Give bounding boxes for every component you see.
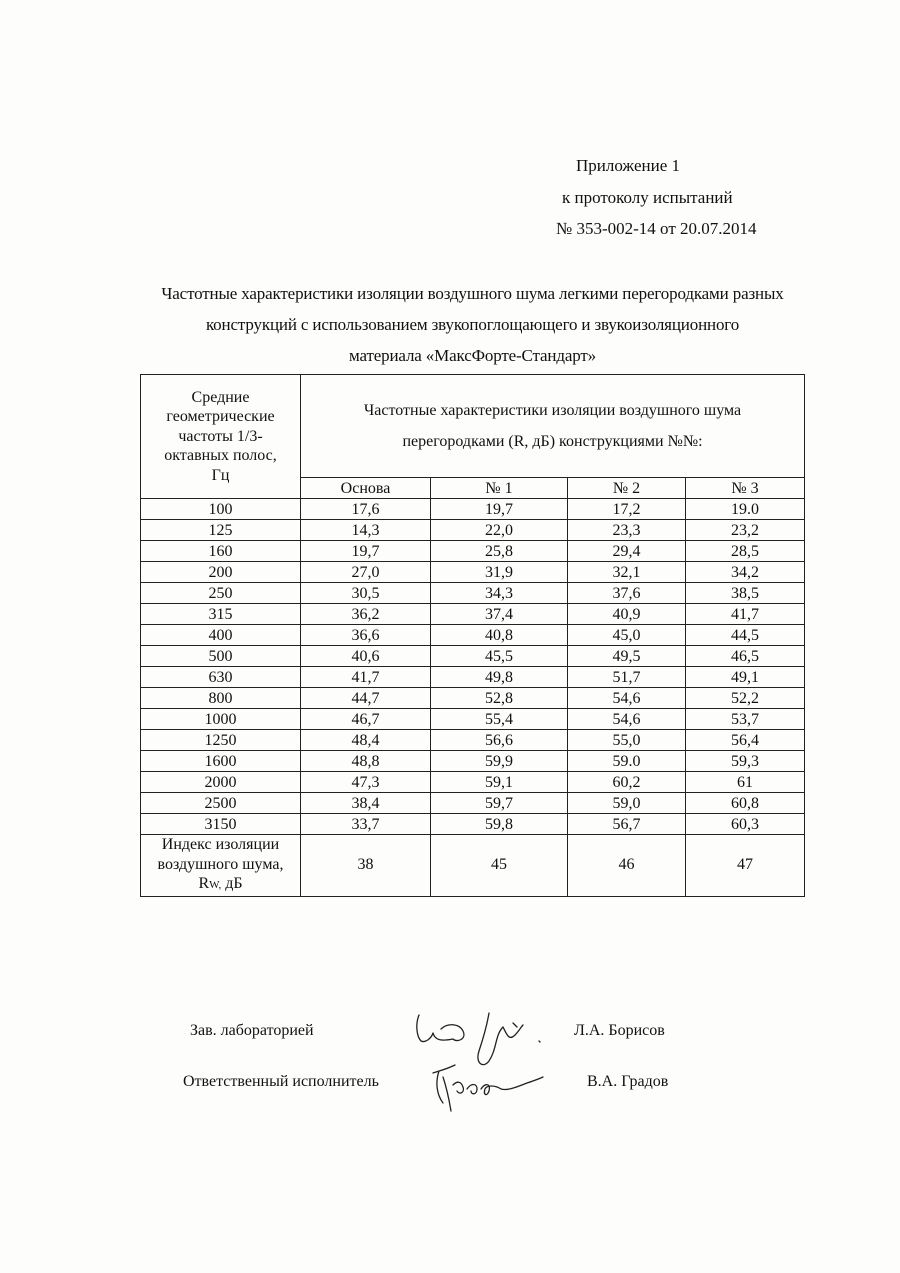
value-cell: 59,8 <box>431 814 568 835</box>
group-header-line: Частотные характеристики изоляции воздушного шума <box>363 402 742 419</box>
table-row <box>141 604 805 625</box>
frequency-cell: 400 <box>141 625 301 646</box>
column-header-3: № 3 <box>686 478 805 499</box>
title-line-1: Частотные характеристики изоляции воздушного шума легкими перегородками разных <box>161 284 784 303</box>
index-value-2: 46 <box>568 835 686 897</box>
value-cell: 44,5 <box>686 625 805 646</box>
value-cell: 28,5 <box>686 541 805 562</box>
value-cell: 29,4 <box>568 541 686 562</box>
value-cell: 61 <box>686 772 805 793</box>
value-cell: 59,1 <box>431 772 568 793</box>
value-cell: 38,5 <box>686 583 805 604</box>
group-header-line: перегородками (R, дБ) конструкциями №№: <box>402 433 703 450</box>
appendix-number: Приложение 1 <box>576 156 680 175</box>
title-line-3: материала «МаксФорте-Стандарт» <box>349 346 596 365</box>
index-label-line: воздушного шума, <box>157 855 284 873</box>
value-cell: 48,4 <box>301 730 431 751</box>
value-cell: 45,0 <box>568 625 686 646</box>
table-row <box>141 772 805 793</box>
value-cell: 46,5 <box>686 646 805 667</box>
table-row <box>141 646 805 667</box>
value-cell: 49,5 <box>568 646 686 667</box>
value-cell: 36,6 <box>301 625 431 646</box>
signer-title-1: Зав. лабораторией <box>190 1022 314 1039</box>
frequency-cell: 2500 <box>141 793 301 814</box>
frequency-cell: 1250 <box>141 730 301 751</box>
value-cell: 59,9 <box>431 751 568 772</box>
value-cell: 55,0 <box>568 730 686 751</box>
frequency-cell: 200 <box>141 562 301 583</box>
index-symbol: R <box>198 875 210 892</box>
value-cell: 53,7 <box>686 709 805 730</box>
value-cell: 34,3 <box>431 583 568 604</box>
index-value-base: 38 <box>301 835 431 897</box>
column-header-2: № 2 <box>568 478 686 499</box>
table-row <box>141 709 805 730</box>
value-cell: 17,2 <box>568 499 686 520</box>
frequency-cell: 1000 <box>141 709 301 730</box>
value-cell: 59.0 <box>568 751 686 772</box>
value-cell: 41,7 <box>301 667 431 688</box>
table-row <box>141 730 805 751</box>
freq-header-line: октавных полос, <box>164 447 277 465</box>
value-cell: 60,2 <box>568 772 686 793</box>
value-cell: 17,6 <box>301 499 431 520</box>
table-row <box>141 814 805 835</box>
value-cell: 19,7 <box>301 541 431 562</box>
appendix-protocol-ref: к протоколу испытаний <box>562 187 733 207</box>
value-cell: 23,3 <box>568 520 686 541</box>
table-row <box>141 667 805 688</box>
value-cell: 19.0 <box>686 499 805 520</box>
frequency-cell: 250 <box>141 583 301 604</box>
value-cell: 14,3 <box>301 520 431 541</box>
frequency-cell: 630 <box>141 667 301 688</box>
table-row <box>141 583 805 604</box>
table-row <box>141 793 805 814</box>
frequency-cell: 2000 <box>141 772 301 793</box>
handwritten-signature-1 <box>405 1005 555 1075</box>
appendix-protocol-number: № 353-002-14 от 20.07.2014 <box>556 219 757 238</box>
frequency-cell: 160 <box>141 541 301 562</box>
value-cell: 56,6 <box>431 730 568 751</box>
table-row <box>141 751 805 772</box>
freq-header-line: частоты 1/3- <box>178 427 263 445</box>
frequency-cell: 3150 <box>141 814 301 835</box>
frequency-cell: 1600 <box>141 751 301 772</box>
value-cell: 52,2 <box>686 688 805 709</box>
value-cell: 46,7 <box>301 709 431 730</box>
table-row <box>141 688 805 709</box>
index-label-line <box>141 874 300 896</box>
value-cell: 54,6 <box>568 709 686 730</box>
column-header-1: № 1 <box>431 478 568 499</box>
frequency-cell: 100 <box>141 499 301 520</box>
value-cell: 23,2 <box>686 520 805 541</box>
value-cell: 32,1 <box>568 562 686 583</box>
table-row <box>141 625 805 646</box>
index-label <box>141 835 301 897</box>
value-cell: 37,4 <box>431 604 568 625</box>
value-cell: 60,8 <box>686 793 805 814</box>
table-body <box>141 499 805 835</box>
freq-header-line: геометрические <box>166 408 275 426</box>
value-cell: 48,8 <box>301 751 431 772</box>
value-cell: 59,0 <box>568 793 686 814</box>
frequency-cell: 800 <box>141 688 301 709</box>
value-cell: 47,3 <box>301 772 431 793</box>
frequency-cell: 125 <box>141 520 301 541</box>
value-cell: 49,8 <box>431 667 568 688</box>
value-cell: 30,5 <box>301 583 431 604</box>
value-cell: 40,9 <box>568 604 686 625</box>
value-cell: 60,3 <box>686 814 805 835</box>
index-unit: дБ <box>221 875 243 892</box>
value-cell: 52,8 <box>431 688 568 709</box>
value-cell: 44,7 <box>301 688 431 709</box>
document-title <box>100 278 845 371</box>
index-value-1: 45 <box>431 835 568 897</box>
signer-name-2: В.А. Градов <box>587 1073 669 1090</box>
column-header-base: Основа <box>301 478 431 499</box>
value-cell: 27,0 <box>301 562 431 583</box>
index-row <box>141 835 805 897</box>
freq-header-line: Средние <box>191 388 250 406</box>
table-row <box>141 541 805 562</box>
value-cell: 19,7 <box>431 499 568 520</box>
value-cell: 36,2 <box>301 604 431 625</box>
value-cell: 59,3 <box>686 751 805 772</box>
handwritten-signature-2 <box>425 1055 555 1115</box>
value-cell: 40,8 <box>431 625 568 646</box>
value-cell: 55,4 <box>431 709 568 730</box>
table-row <box>141 520 805 541</box>
value-cell: 56,4 <box>686 730 805 751</box>
value-cell: 59,7 <box>431 793 568 814</box>
value-cell: 25,8 <box>431 541 568 562</box>
value-cell: 33,7 <box>301 814 431 835</box>
construction-group-header <box>301 375 805 478</box>
value-cell: 49,1 <box>686 667 805 688</box>
index-label-line: Индекс изоляции <box>161 836 280 853</box>
value-cell: 41,7 <box>686 604 805 625</box>
appendix-header <box>540 150 810 245</box>
value-cell: 54,6 <box>568 688 686 709</box>
value-cell: 34,2 <box>686 562 805 583</box>
index-subscript: W, <box>209 879 222 891</box>
frequency-cell: 500 <box>141 646 301 667</box>
value-cell: 51,7 <box>568 667 686 688</box>
value-cell: 37,6 <box>568 583 686 604</box>
signer-name-1: Л.А. Борисов <box>574 1022 665 1039</box>
value-cell: 56,7 <box>568 814 686 835</box>
title-line-2: конструкций с использованием звукопоглощающего и звукоизоляционного <box>205 315 740 334</box>
frequency-cell: 315 <box>141 604 301 625</box>
value-cell: 31,9 <box>431 562 568 583</box>
results-table <box>140 374 805 897</box>
signer-title-2: Ответственный исполнитель <box>183 1073 379 1090</box>
freq-header-line: Гц <box>211 466 230 484</box>
table-row <box>141 562 805 583</box>
table-row <box>141 499 805 520</box>
value-cell: 22,0 <box>431 520 568 541</box>
value-cell: 38,4 <box>301 793 431 814</box>
value-cell: 40,6 <box>301 646 431 667</box>
frequency-column-header <box>141 375 301 499</box>
index-value-3: 47 <box>686 835 805 897</box>
value-cell: 45,5 <box>431 646 568 667</box>
